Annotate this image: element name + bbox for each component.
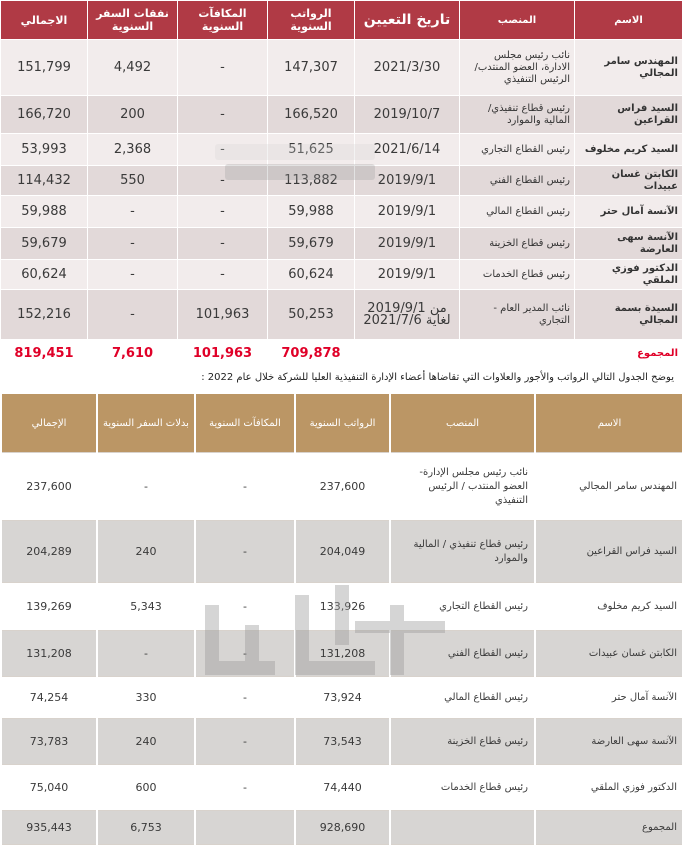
cell-salaries: 50,253 xyxy=(268,290,355,340)
total-sum: 935,443 xyxy=(1,811,97,845)
cell-salaries: 60,624 xyxy=(268,260,355,290)
cell-position: رئيس قطاع تنفيذي/ المالية والموارد xyxy=(460,96,575,134)
cell-travel: 2,368 xyxy=(88,134,178,166)
header-travel: نفقات السفر السنوية xyxy=(88,1,178,40)
cell-total: 139,269 xyxy=(1,583,97,631)
cell-date: 2021/3/30 xyxy=(355,40,460,96)
cell-rewards: - xyxy=(195,765,295,811)
cell-travel: 550 xyxy=(88,166,178,196)
cell-rewards: - xyxy=(195,719,295,765)
header-position: المنصب xyxy=(390,394,535,453)
cell-name: الدكتور فوزي الملقي xyxy=(535,765,682,811)
cell-date: 2019/9/1 xyxy=(355,196,460,228)
cell-travel: - xyxy=(88,290,178,340)
cell-rewards: - xyxy=(178,228,268,260)
table-row xyxy=(1,765,682,811)
total-sum: 819,451 xyxy=(1,340,88,368)
table-row xyxy=(1,260,682,290)
header-salaries: الرواتب السنوية xyxy=(295,394,390,453)
header-row xyxy=(1,1,682,40)
cell-rewards: 101,963 xyxy=(178,290,268,340)
cell-name: السيدة بسمة المجالي xyxy=(575,290,682,340)
cell-name: الآنسة آمال حتر xyxy=(575,196,682,228)
cell-name: الكابتن غسان عبيدات xyxy=(575,166,682,196)
cell-travel: 240 xyxy=(97,719,195,765)
cell-salaries: 59,988 xyxy=(268,196,355,228)
total-travel: 6,753 xyxy=(97,811,195,845)
total-travel: 7,610 xyxy=(88,340,178,368)
cell-travel: - xyxy=(97,453,195,521)
cell-rewards: - xyxy=(178,134,268,166)
cell-date: 2019/9/1 xyxy=(355,260,460,290)
table-row xyxy=(1,196,682,228)
cell-position: نائب المدير العام - التجاري xyxy=(460,290,575,340)
cell-name: الآنسة سهى العارضة xyxy=(575,228,682,260)
total-rewards xyxy=(195,811,295,845)
table-row xyxy=(1,719,682,765)
cell-travel: 240 xyxy=(97,521,195,583)
total-row xyxy=(1,340,682,368)
cell-date: 2019/9/1 xyxy=(355,166,460,196)
cell-rewards: - xyxy=(195,453,295,521)
table-row xyxy=(1,290,682,340)
cell-total: 59,679 xyxy=(1,228,88,260)
total-rewards: 101,963 xyxy=(178,340,268,368)
cell-total: 53,993 xyxy=(1,134,88,166)
cell-name: المهندس سامر المجالي xyxy=(535,453,682,521)
header-rewards: المكافآت السنوية xyxy=(195,394,295,453)
cell-rewards: - xyxy=(178,40,268,96)
cell-date: من 2019/9/1 لغاية 2021/7/6 xyxy=(355,290,460,340)
cell-position: رئيس القطاع المالي xyxy=(390,677,535,719)
cell-rewards: - xyxy=(195,631,295,677)
cell-name: السيد فراس القراعين xyxy=(535,521,682,583)
cell-salaries: 131,208 xyxy=(295,631,390,677)
cell-position: رئيس قطاع الخدمات xyxy=(390,765,535,811)
cell-total: 59,988 xyxy=(1,196,88,228)
header-total: الاجمالي xyxy=(1,1,88,40)
table-row xyxy=(1,583,682,631)
cell-salaries: 113,882 xyxy=(268,166,355,196)
header-name: الاسم xyxy=(575,1,682,40)
total-salaries: 928,690 xyxy=(295,811,390,845)
cell-travel: 600 xyxy=(97,765,195,811)
cell-name: الآنسة سهى العارضة xyxy=(535,719,682,765)
cell-position: رئيس القطاع التجاري xyxy=(390,583,535,631)
cell-salaries: 51,625 xyxy=(268,134,355,166)
table-row xyxy=(1,631,682,677)
cell-position: رئيس القطاع الفني xyxy=(390,631,535,677)
cell-position: نائب رئيس مجلس الإدارة- العضو المنتدب / الرئيس التنفيذي xyxy=(390,453,535,521)
executive-compensation-table-1 xyxy=(0,0,682,368)
cell-date: 2019/10/7 xyxy=(355,96,460,134)
cell-rewards: - xyxy=(178,196,268,228)
cell-rewards: - xyxy=(195,521,295,583)
cell-travel: - xyxy=(88,196,178,228)
executive-compensation-table-2022 xyxy=(0,394,682,845)
cell-position: رئيس قطاع الخزينة xyxy=(390,719,535,765)
cell-salaries: 74,440 xyxy=(295,765,390,811)
header-row xyxy=(1,394,682,453)
cell-total: 60,624 xyxy=(1,260,88,290)
cell-position: رئيس قطاع تنفيذي / المالية والموارد xyxy=(390,521,535,583)
header-travel: بدلات السفر السنوية xyxy=(97,394,195,453)
cell-travel: - xyxy=(97,631,195,677)
cell-total: 152,216 xyxy=(1,290,88,340)
cell-rewards: - xyxy=(178,260,268,290)
cell-salaries: 73,924 xyxy=(295,677,390,719)
table-row xyxy=(1,677,682,719)
header-date: تاريخ التعيين xyxy=(355,1,460,40)
total-row xyxy=(1,811,682,845)
cell-position: رئيس القطاع التجاري xyxy=(460,134,575,166)
total-label: المجموع xyxy=(535,811,682,845)
cell-position: رئيس القطاع الفني xyxy=(460,166,575,196)
table-row xyxy=(1,40,682,96)
cell-travel: 330 xyxy=(97,677,195,719)
cell-name: السيد فراس القراعين xyxy=(575,96,682,134)
header-position: المنصب xyxy=(460,1,575,40)
cell-total: 74,254 xyxy=(1,677,97,719)
cell-date: 2021/6/14 xyxy=(355,134,460,166)
cell-travel: 200 xyxy=(88,96,178,134)
cell-total: 131,208 xyxy=(1,631,97,677)
cell-total: 114,432 xyxy=(1,166,88,196)
header-total: الإجمالي xyxy=(1,394,97,453)
table-row xyxy=(1,453,682,521)
cell-name: السيد كريم مخلوف xyxy=(575,134,682,166)
cell-travel: 4,492 xyxy=(88,40,178,96)
cell-rewards: - xyxy=(195,583,295,631)
cell-name: الكابتن غسان عبيدات xyxy=(535,631,682,677)
table-row xyxy=(1,521,682,583)
cell-salaries: 133,926 xyxy=(295,583,390,631)
cell-salaries: 59,679 xyxy=(268,228,355,260)
total-empty-cell xyxy=(355,340,460,368)
total-empty-cell xyxy=(460,340,575,368)
cell-position: رئيس قطاع الخزينة xyxy=(460,228,575,260)
table-row xyxy=(1,228,682,260)
header-name: الاسم xyxy=(535,394,682,453)
table-caption: يوضح الجدول التالي الرواتب والأجور والعلاوات التي تقاضاها أعضاء الإدارة التنفيذية العليا للشركة خلال عام 2022 : xyxy=(0,372,682,383)
cell-salaries: 73,543 xyxy=(295,719,390,765)
cell-salaries: 166,520 xyxy=(268,96,355,134)
table-row xyxy=(1,134,682,166)
header-rewards: المكافآت السنوية xyxy=(178,1,268,40)
table-row xyxy=(1,166,682,196)
cell-name: السيد كريم مخلوف xyxy=(535,583,682,631)
cell-date: 2019/9/1 xyxy=(355,228,460,260)
cell-name: الدكتور فوزي الملقي xyxy=(575,260,682,290)
cell-name: المهندس سامر المجالي xyxy=(575,40,682,96)
cell-travel: - xyxy=(88,260,178,290)
cell-position: رئيس القطاع المالي xyxy=(460,196,575,228)
cell-travel: - xyxy=(88,228,178,260)
cell-position: نائب رئيس مجلس الادارة، العضو المنتدب/ الرئيس التنفيذي xyxy=(460,40,575,96)
cell-rewards: - xyxy=(178,96,268,134)
cell-total: 75,040 xyxy=(1,765,97,811)
cell-total: 166,720 xyxy=(1,96,88,134)
cell-name: الآنسة آمال حتر xyxy=(535,677,682,719)
cell-travel: 5,343 xyxy=(97,583,195,631)
cell-salaries: 204,049 xyxy=(295,521,390,583)
header-salaries: الرواتب السنوية xyxy=(268,1,355,40)
cell-rewards: - xyxy=(195,677,295,719)
table-row xyxy=(1,96,682,134)
total-empty-cell xyxy=(390,811,535,845)
cell-salaries: 237,600 xyxy=(295,453,390,521)
cell-total: 204,289 xyxy=(1,521,97,583)
cell-total: 73,783 xyxy=(1,719,97,765)
cell-total: 151,799 xyxy=(1,40,88,96)
cell-total: 237,600 xyxy=(1,453,97,521)
total-salaries: 709,878 xyxy=(268,340,355,368)
cell-rewards: - xyxy=(178,166,268,196)
cell-position: رئيس قطاع الخدمات xyxy=(460,260,575,290)
cell-salaries: 147,307 xyxy=(268,40,355,96)
total-label: المجموع xyxy=(575,340,682,368)
